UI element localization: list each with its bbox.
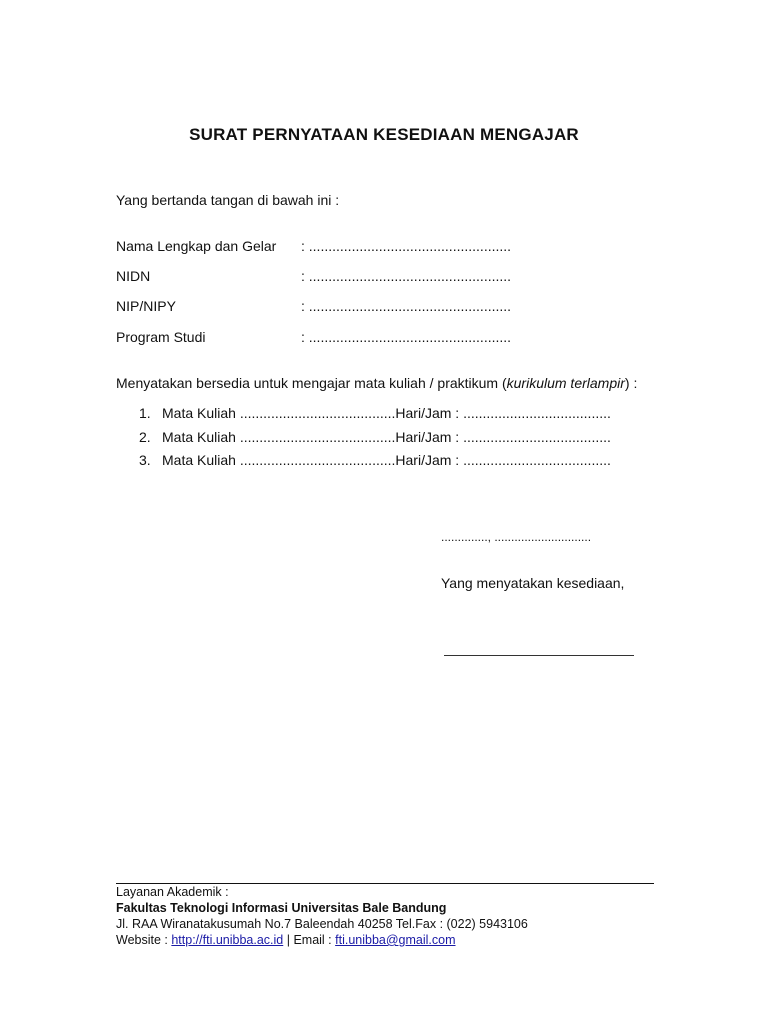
course-number: 3. <box>139 452 151 468</box>
statement-italic: kurikulum terlampir <box>506 375 625 391</box>
footer-contact <box>116 932 456 948</box>
field-value-name: : .................................................... <box>301 238 512 254</box>
statement-prefix: Menyatakan bersedia untuk mengajar mata kuliah / praktikum ( <box>116 375 507 391</box>
course-item: Mata Kuliah ........................................Hari/Jam : ...................................... <box>162 429 611 445</box>
email-link[interactable]: fti.unibba@gmail.com <box>335 933 456 947</box>
field-value-nip: : .................................................... <box>301 298 512 314</box>
course-item: Mata Kuliah ........................................Hari/Jam : ...................................... <box>162 452 611 468</box>
field-value-nidn: : .................................................... <box>301 268 512 284</box>
field-label-nidn: NIDN <box>116 268 151 284</box>
field-label-nip: NIP/NIPY <box>116 298 176 314</box>
footer-service: Layanan Akademik : <box>116 885 229 899</box>
course-number: 2. <box>139 429 151 445</box>
website-label: Website : <box>116 933 172 947</box>
footer-address: Jl. RAA Wiranatakusumah No.7 Baleendah 40258 Tel.Fax : (022) 5943106 <box>116 917 528 931</box>
place-date: .............., ............................. <box>441 530 592 544</box>
statement-text <box>116 375 637 391</box>
closing-text: Yang menyatakan kesediaan, <box>441 575 625 591</box>
footer-institution: Fakultas Teknologi Informasi Universitas Bale Bandung <box>116 901 447 915</box>
course-item: Mata Kuliah ........................................Hari/Jam : ...................................... <box>162 405 611 421</box>
email-label: | Email : <box>283 933 336 947</box>
intro-text: Yang bertanda tangan di bawah ini : <box>116 192 340 208</box>
field-label-program: Program Studi <box>116 329 206 345</box>
field-label-name: Nama Lengkap dan Gelar <box>116 238 277 254</box>
statement-suffix: ) : <box>624 375 638 391</box>
course-number: 1. <box>139 405 151 421</box>
website-link[interactable]: http://fti.unibba.ac.id <box>171 933 284 947</box>
signature-line <box>444 655 634 656</box>
document-title: SURAT PERNYATAAN KESEDIAAN MENGAJAR <box>189 125 579 144</box>
field-value-program: : .................................................... <box>301 329 512 345</box>
